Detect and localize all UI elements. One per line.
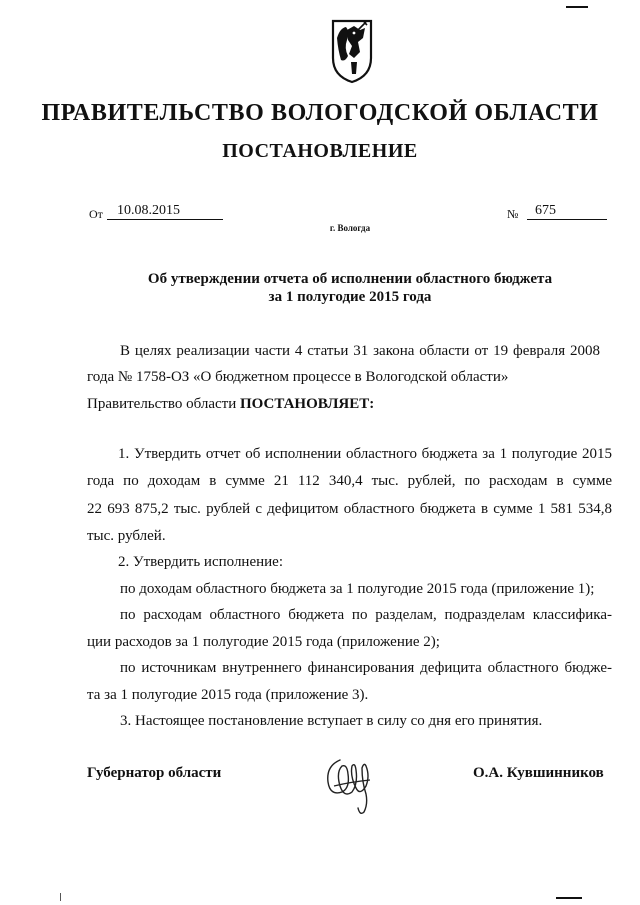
- item-2-heading: 2. Утвердить исполнение:: [118, 554, 283, 570]
- item-1-line-1: 1. Утвердить отчет об исполнении областного бюджета за 1 полугодие 2015: [118, 446, 612, 462]
- vologda-coat-of-arms-icon: [330, 18, 374, 84]
- subject-line-2: за 1 полугодие 2015 года: [268, 289, 432, 305]
- item-2-deficit-line-1: по источникам внутреннего финансирования дефицита областного бюдже-: [120, 660, 612, 676]
- item-3-line: 3. Настоящее постановление вступает в силу со дня его принятия.: [120, 713, 543, 729]
- handwritten-signature-icon: [320, 752, 380, 816]
- intro-resolve-keyword: ПОСТАНОВЛЯЕТ:: [239, 396, 375, 412]
- intro-line-1: В целях реализации части 4 статьи 31 закона области от 19 февраля 2008: [120, 343, 600, 359]
- item-1-line-4: тыс. рублей.: [87, 528, 166, 544]
- left-scan-mark: [60, 893, 61, 901]
- date-prefix: От: [89, 207, 103, 221]
- subject-line-1: Об утверждении отчета об исполнении областного бюджета: [147, 271, 553, 287]
- signatory-title: Губернатор области: [87, 765, 222, 781]
- document-city: г. Вологда: [329, 223, 371, 233]
- government-title: ПРАВИТЕЛЬСТВО ВОЛОГОДСКОЙ ОБЛАСТИ: [41, 100, 599, 126]
- document-number: 675: [527, 203, 607, 220]
- intro-line-2: года № 1758-ОЗ «О бюджетном процессе в Вологодской области»: [87, 369, 509, 385]
- intro-line-3: [87, 395, 607, 413]
- bottom-scan-mark: [556, 897, 582, 899]
- item-1-line-2: года по доходам в сумме 21 112 340,4 тыс. рублей, по расходам в сумме: [87, 473, 612, 489]
- item-2-deficit-line-2: та за 1 полугодие 2015 года (приложение 3).: [87, 687, 369, 703]
- document-type: ПОСТАНОВЛЕНИЕ: [222, 140, 418, 162]
- item-1-line-3: 22 693 875,2 тыс. рублей с дефицитом областного бюджета в сумме 1 581 534,8: [87, 501, 612, 517]
- top-scan-mark: [566, 6, 588, 8]
- signatory-name: О.А. Кувшинников: [473, 765, 604, 781]
- item-2-expense-line-2: ции расходов за 1 полугодие 2015 года (приложение 2);: [87, 634, 440, 650]
- item-2-income-line: по доходам областного бюджета за 1 полугодие 2015 года (приложение 1);: [120, 581, 595, 597]
- number-prefix: №: [507, 207, 519, 221]
- document-date: 10.08.2015: [107, 203, 223, 220]
- document-subject: [0, 270, 640, 306]
- intro-line-3-prefix: Правительство области: [87, 396, 240, 412]
- item-2-expense-line-1: по расходам областного бюджета по разделам, подразделам классифика-: [120, 607, 612, 623]
